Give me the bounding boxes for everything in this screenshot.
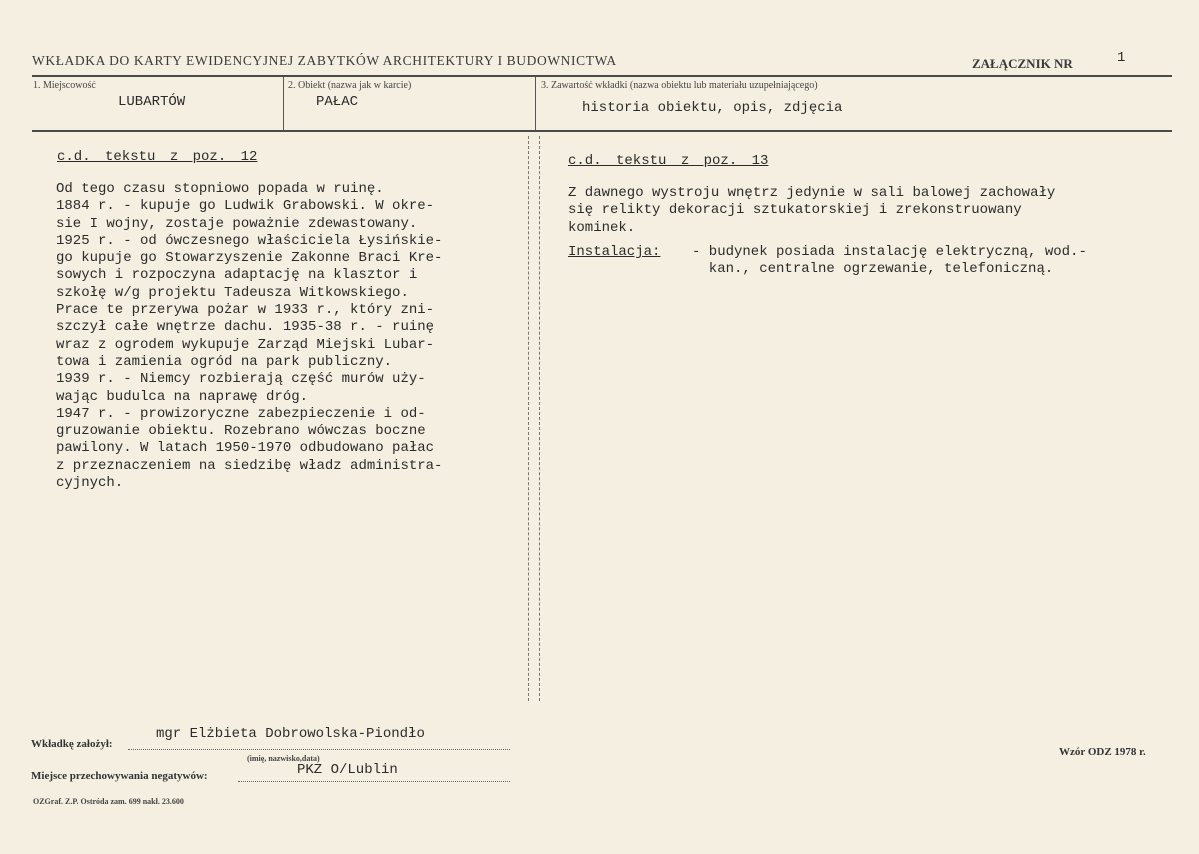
form-model: Wzór ODZ 1978 r. <box>1059 746 1146 758</box>
storage-value: PKZ O/Lublin <box>297 762 398 778</box>
right-column-text: Z dawnego wystroju wnętrz jedynie w sali balowej zachowały się relikty dekoracji sztukatorskiej i zrekonstruowany kominek. <box>568 185 1056 236</box>
left-column-text: Od tego czasu stopniowo popada w ruinę. 1884 r. - kupuje go Ludwik Grabowski. W okre- sie I wojny, zostaje poważnie zdewastowany. 1925 r. - od ówczesnego właściciela Łysińskie- go kupuje go Stowarzyszenie Zakonne Braci Kre- sowych i rozpoczyna adaptację na klasztor i szkołę w/g projektu Tadeusza Witkowskiego. Prace te przerywa pożar w 1933 r., który zni- szczył całe wnętrze dachu. 1935-38 r. - ruinę wraz z ogrodem wykupuje Zarząd Miejski Lubar- towa i zamienia ogród na park publiczny. 1939 r. - Niemcy rozbierają część murów uży- wając budulca na naprawę dróg. 1947 r. - prowizoryczne zabezpieczenie i od- gruzowanie obiektu. Rozebrano wówczas boczne pawilony. W latach 1950-1970 odbudowano pałac z przeznaczeniem na siedzibę władz administra- cyjnych. <box>56 181 443 492</box>
print-info: OZGraf. Z.P. Ostróda zam. 699 nakł. 23.600 <box>33 797 184 806</box>
right-column-heading: c.d. tekstu z poz. 13 <box>568 153 769 169</box>
left-column-heading: c.d. tekstu z poz. 12 <box>57 149 258 165</box>
form-title: WKŁADKA DO KARTY EWIDENCYJNEJ ZABYTKÓW ARCHITEKTURY I BUDOWNICTWA <box>32 53 617 68</box>
installation-text: - budynek posiada instalację elektryczną, wod.- kan., centralne ogrzewanie, telefoniczną. <box>692 244 1087 278</box>
locality-value: LUBARTÓW <box>118 94 186 110</box>
storage-dotted-line <box>238 781 510 782</box>
author-label: Wkładkę założył: <box>31 738 113 750</box>
column-separator <box>528 136 540 701</box>
author-value: mgr Elżbieta Dobrowolska-Piondło <box>156 726 425 742</box>
installation-label: Instalacja: <box>568 244 661 260</box>
field-divider-2 <box>535 77 536 130</box>
object-value: PAŁAC <box>316 94 359 110</box>
content-value: historia obiektu, opis, zdjęcia <box>582 100 843 116</box>
locality-label: 1. Miejscowość <box>33 80 96 91</box>
header-top-rule <box>32 75 1172 77</box>
object-label: 2. Obiekt (nazwa jak w karcie) <box>288 80 412 91</box>
annex-number: 1 <box>1117 50 1126 66</box>
annex-label: ZAŁĄCZNIK NR <box>972 56 1073 71</box>
author-dotted-line <box>128 749 510 750</box>
author-hint: (imię, nazwisko,data) <box>247 754 320 763</box>
field-divider-1 <box>283 77 284 130</box>
header-bottom-rule <box>32 130 1172 132</box>
storage-label: Miejsce przechowywania negatywów: <box>31 770 208 782</box>
content-label: 3. Zawartość wkładki (nazwa obiektu lub materiału uzupełniającego) <box>541 80 818 91</box>
